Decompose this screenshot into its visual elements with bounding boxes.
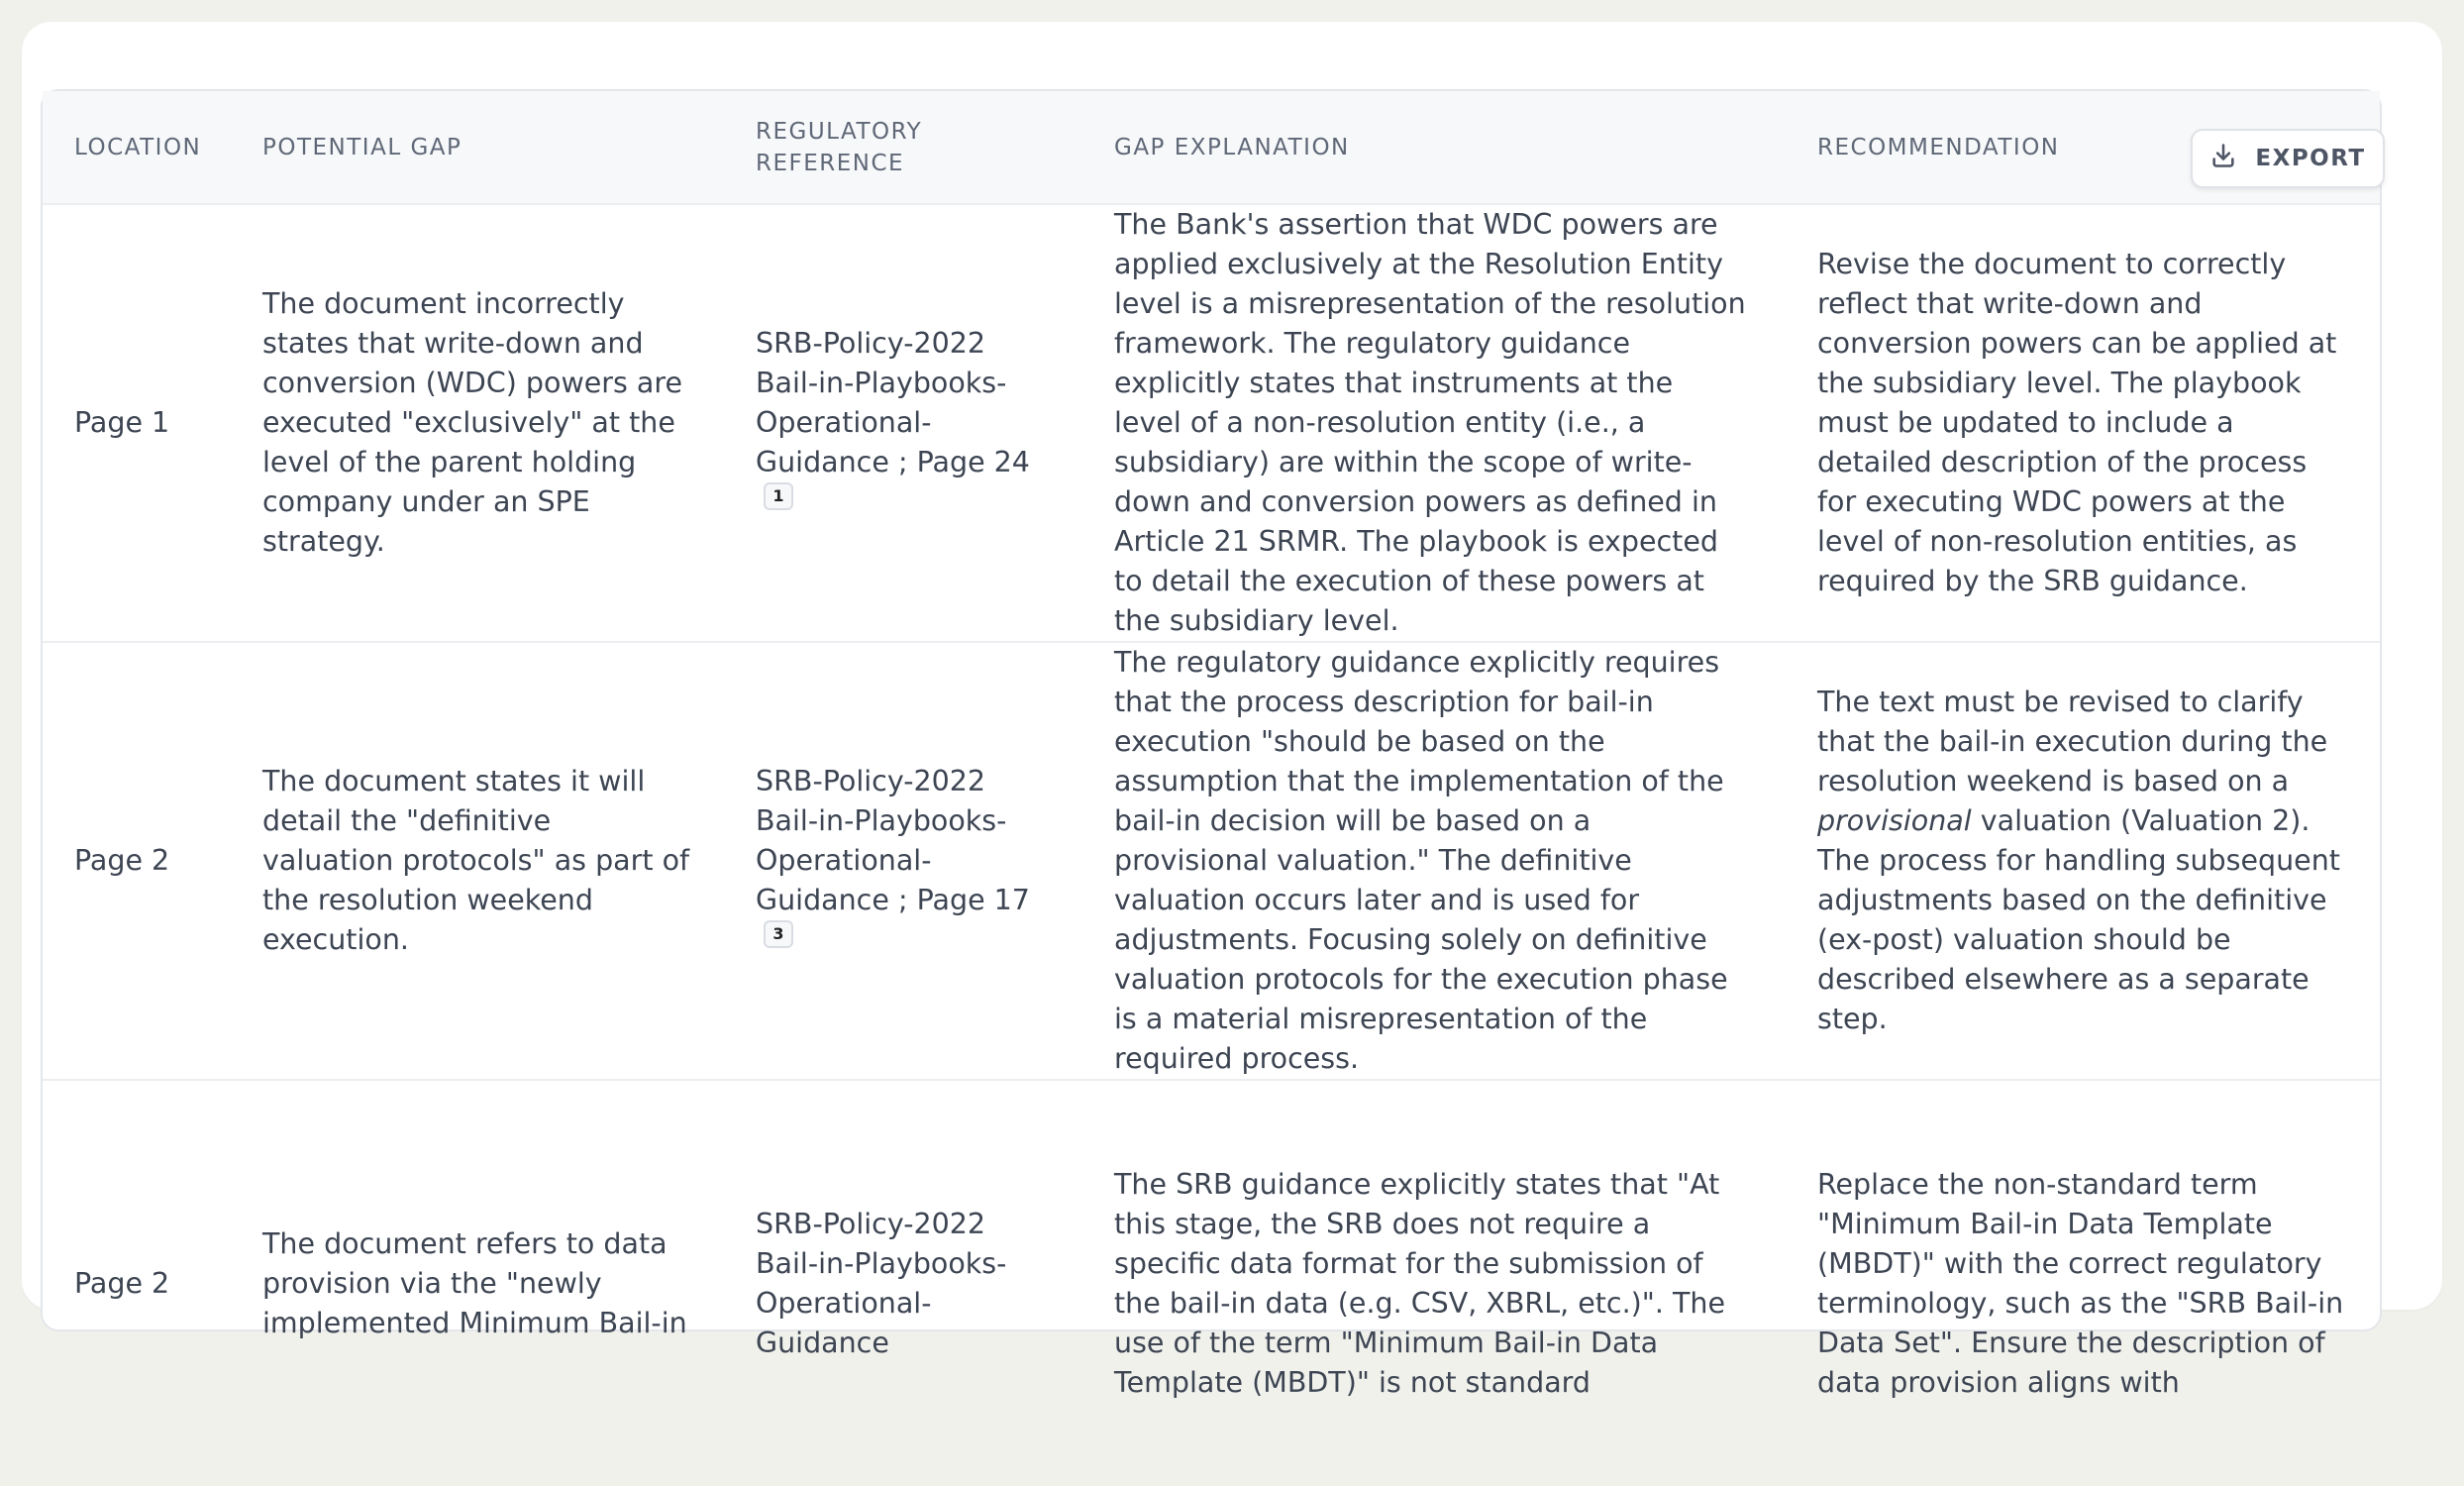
- cell-potential-gap: The document states it will detail the "definitive valuation protocols" as part of the resolution weekend execution.: [262, 765, 690, 956]
- table-header-row: [43, 91, 2380, 204]
- table-row: [43, 204, 2380, 642]
- reference-text: SRB-Policy-2022 Bail-in-Playbooks-Operational-Guidance: [756, 1207, 1007, 1359]
- gap-analysis-table: [41, 89, 2382, 1399]
- download-icon: [2209, 142, 2237, 175]
- recommendation-text: The text must be revised to clarify that the bail-in execution during the resolution weekend is based on a: [1817, 686, 2328, 797]
- cell-gap-explanation: The regulatory guidance explicitly requires that the process description for bail-in execution "should be based on the assumption that the implementation of the bail-in decision will be based on a provisional valuation." The definitive valuation occurs later and is used for adjustments. Focusing solely on definitive valuation protocols for the execution phase is a material misrepresentation of the required process.: [1114, 646, 1728, 1075]
- recommendation-text-continued: valuation (Valuation 2). The process for handling subsequent adjustments based on the definitive (ex-post) valuation should be described elsewhere as a separate step.: [1817, 804, 2340, 1035]
- cell-potential-gap: The document incorrectly states that write-down and conversion (WDC) powers are executed "exclusively" at the level of the parent holding company under an SPE strategy.: [262, 287, 683, 558]
- cell-gap-explanation: The SRB guidance explicitly states that "At this stage, the SRB does not require a specific data format for the submission of the bail-in data (e.g. CSV, XBRL, etc.)". The use of the term "Minimum Bail-in Data Template (MBDT)" is not standard: [1114, 1167, 1725, 1399]
- export-label: EXPORT: [2255, 146, 2366, 171]
- column-header-location[interactable]: LOCATION: [74, 134, 202, 160]
- reference-text: SRB-Policy-2022 Bail-in-Playbooks-Operational-Guidance ; Page 24: [756, 327, 1030, 478]
- cell-regulatory-reference: [724, 204, 1082, 642]
- export-button[interactable]: [2191, 129, 2385, 188]
- column-header-regulatory-reference[interactable]: REGULATORY REFERENCE: [756, 118, 923, 176]
- citation-badge[interactable]: 3: [764, 920, 793, 948]
- recommendation-text: Revise the document to correctly reflect that write-down and conversion powers can be applied at the subsidiary level. The playbook must be updated to include a detailed description of the process for executing WDC powers at the level of non-resolution entities, as required by the SRB guidance.: [1817, 248, 2337, 597]
- column-header-potential-gap[interactable]: POTENTIAL GAP: [262, 134, 462, 160]
- cell-recommendation: [1786, 204, 2380, 642]
- citation-badge[interactable]: 1: [764, 482, 793, 510]
- cell-location: Page 1: [74, 406, 170, 439]
- table-row: [43, 642, 2380, 1080]
- recommendation-text: Replace the non-standard term "Minimum Bail-in Data Template (MBDT)" with the correct regulatory terminology, such as the "SRB Bail-in Data Set". Ensure the description of data provision aligns with: [1817, 1167, 2344, 1399]
- column-header-gap-explanation[interactable]: GAP EXPLANATION: [1114, 134, 1350, 160]
- table-row: [43, 1080, 2380, 1486]
- cell-regulatory-reference: [724, 642, 1082, 1080]
- cell-location: Page 2: [74, 1266, 170, 1300]
- cell-recommendation: [1786, 1080, 2380, 1486]
- recommendation-emphasis: provisional: [1817, 804, 1972, 837]
- cell-recommendation: [1786, 642, 2380, 1080]
- column-header-recommendation[interactable]: RECOMMENDATION: [1817, 134, 2060, 160]
- cell-gap-explanation: The Bank's assertion that WDC powers are applied exclusively at the Resolution Entity level is a misrepresentation of the resolution framework. The regulatory guidance explicitly states that instruments at the level of a non-resolution entity (i.e., a subsidiary) are within the scope of write-down and conversion powers as defined in Article 21 SRMR. The playbook is expected to detail the execution of these powers at the subsidiary level.: [1114, 208, 1746, 637]
- reference-text: SRB-Policy-2022 Bail-in-Playbooks-Operational-Guidance ; Page 17: [756, 765, 1030, 916]
- cell-regulatory-reference: [724, 1080, 1082, 1486]
- cell-potential-gap: The document refers to data provision via the "newly implemented Minimum Bail-in: [262, 1226, 687, 1339]
- cell-location: Page 2: [74, 844, 170, 877]
